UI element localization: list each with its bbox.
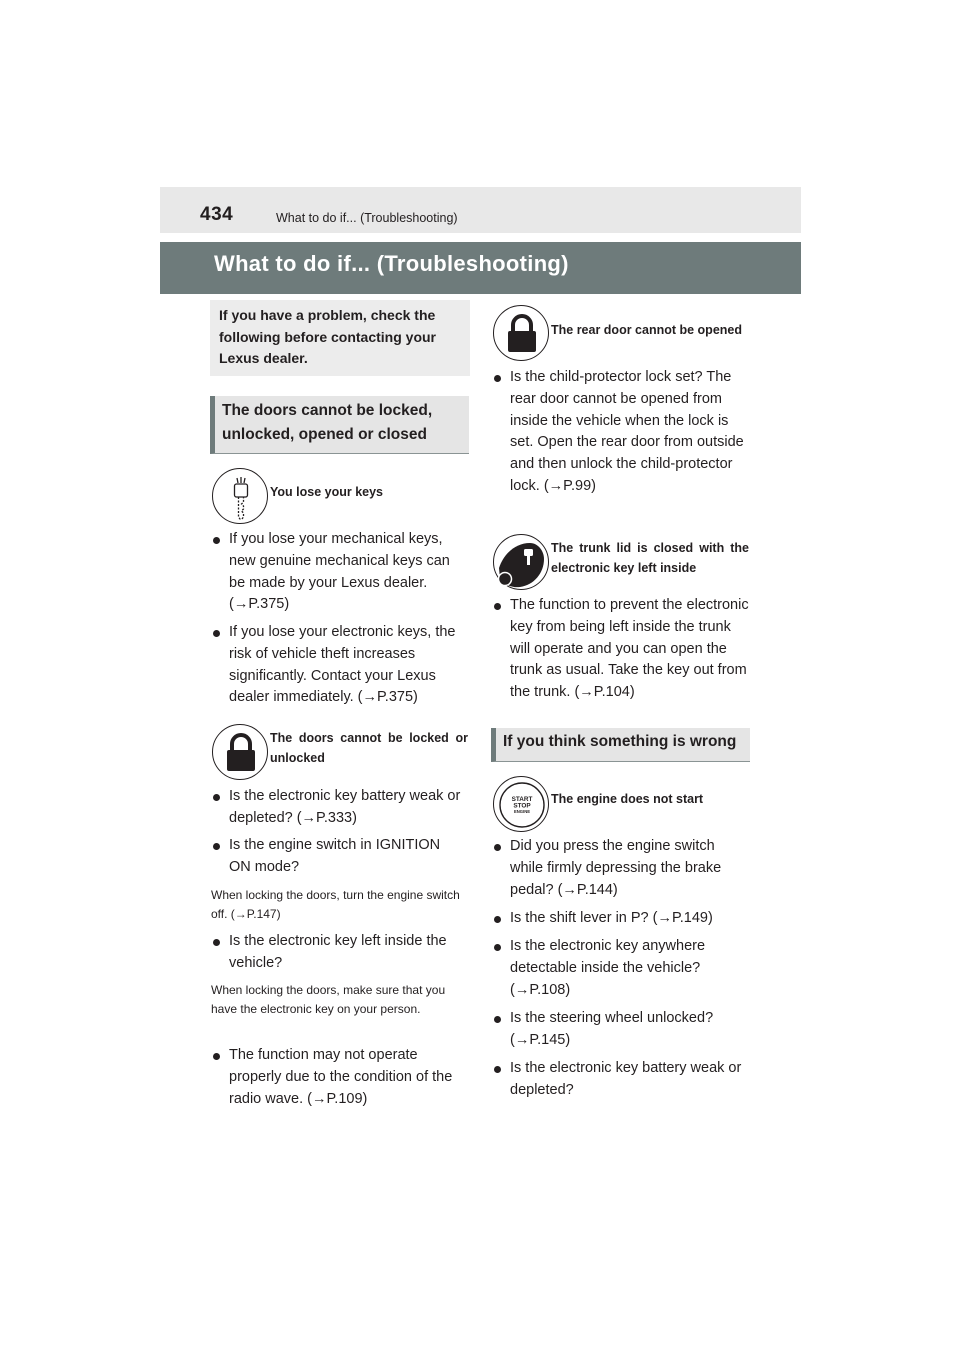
bullet-dot bbox=[494, 375, 501, 382]
icon-text-stop: STOP bbox=[513, 802, 531, 810]
bullet-steering-unlocked: Is the steering wheel unlocked? (→P.145) bbox=[510, 1010, 714, 1048]
note-turn-engine-off: When locking the doors, turn the engine switch off. (→P.147) bbox=[211, 888, 460, 921]
bullet-key-battery-depleted: Is the electronic key battery weak or depleted? bbox=[510, 1060, 742, 1098]
start-stop-engine-icon bbox=[493, 776, 549, 832]
subsection-title-rear-door: The rear door cannot be opened bbox=[551, 323, 742, 337]
bullet-dot bbox=[213, 843, 220, 850]
bullet-dot bbox=[494, 944, 501, 951]
icon-text-engine: ENGINE bbox=[513, 809, 531, 814]
bullet-key-detectable: Is the electronic key anywhere detectable inside the vehicle? (→P.108) bbox=[510, 938, 706, 998]
note-key-on-person: When locking the doors, make sure that you have the electronic key on your person. bbox=[211, 983, 446, 1016]
section-heading-something-wrong: If you think something is wrong bbox=[491, 728, 750, 762]
bullet-dot bbox=[494, 916, 501, 923]
trunk-key-icon bbox=[493, 534, 549, 590]
bullet-dot bbox=[213, 794, 220, 801]
bullet-dot bbox=[213, 537, 220, 544]
padlock-icon bbox=[212, 724, 268, 780]
bullet-key-left-inside: Is the electronic key left inside the vehicle? bbox=[229, 933, 447, 971]
icon-text-start: START bbox=[511, 796, 533, 803]
bullet-dot bbox=[494, 603, 501, 610]
bullet-dot bbox=[213, 630, 220, 637]
bullet-shift-lever: Is the shift lever in P? (→P.149) bbox=[510, 910, 713, 926]
bullet-lose-electronic-keys: If you lose your electronic keys, the risk of vehicle theft increases significantly. Contact your Lexus dealer immediately. (→P.375) bbox=[229, 624, 456, 706]
subsection-title-lose-keys: You lose your keys bbox=[270, 485, 384, 499]
running-head: What to do if... (Troubleshooting) bbox=[276, 211, 458, 225]
subsection-title-doors-locked: The doors cannot be locked or unlocked bbox=[270, 731, 468, 765]
page-title: What to do if... (Troubleshooting) bbox=[214, 251, 569, 276]
bullet-dot bbox=[213, 939, 220, 946]
section-heading-doors: The doors cannot be locked, unlocked, opened or closed bbox=[210, 396, 469, 454]
subsection-title-engine-start: The engine does not start bbox=[551, 792, 704, 806]
bullet-brake-pedal: Did you press the engine switch while firmly depressing the brake pedal? (→P.144) bbox=[510, 838, 722, 898]
bullet-dot bbox=[494, 844, 501, 851]
running-header-band bbox=[160, 187, 801, 233]
bullet-dot bbox=[213, 1053, 220, 1060]
key-icon bbox=[212, 468, 268, 524]
bullet-dot bbox=[494, 1066, 501, 1073]
subsection-title-trunk-lid: The trunk lid is closed with the electronic key left inside bbox=[551, 541, 749, 575]
bullet-radio-wave: The function may not operate properly due to the condition of the radio wave. (→P.109) bbox=[229, 1047, 453, 1107]
bullet-lose-mechanical-keys: If you lose your mechanical keys, new genuine mechanical keys can be made by your Lexus dealer. (→P.375) bbox=[229, 531, 450, 613]
bullet-ignition-on: Is the engine switch in IGNITION ON mode? bbox=[229, 837, 441, 875]
bullet-key-battery: Is the electronic key battery weak or depleted? (→P.333) bbox=[229, 788, 461, 826]
padlock-icon bbox=[493, 305, 549, 361]
bullet-dot bbox=[494, 1016, 501, 1023]
page-number: 434 bbox=[200, 204, 234, 225]
intro-text: If you have a problem, check the following before contacting your Lexus dealer. bbox=[219, 307, 436, 366]
bullet-trunk-key-prevention: The function to prevent the electronic key from being left inside the trunk will operate and you can open the trunk as usual. Take the key out from the trunk. (→P.104) bbox=[510, 597, 749, 701]
bullet-child-protector-lock: Is the child-protector lock set? The rear door cannot be opened from inside the vehicle when the lock is set. Open the rear door from outside and then unlock the child-protector lock. (→P.99) bbox=[510, 369, 744, 494]
